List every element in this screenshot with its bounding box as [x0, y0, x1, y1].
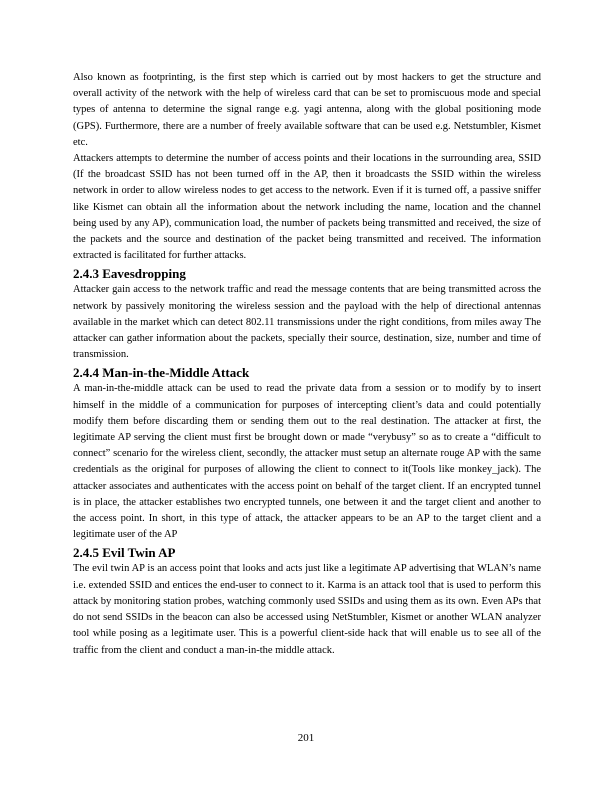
- paragraph-man-in-the-middle: A man-in-the-middle attack can be used to read the private data from a session or to modify by to insert himself in the middle of a communication for purposes of intercepting client’s data and could potentially modify them before discarding them or sending them out to the real destination. The attacker at first, the legitimate AP serving the client must first be brought down or made “verybusy” so as to create a “difficult to connect” scenario for the wireless client, secondly, the attacker must setup an alternate rouge AP with the same credentials as the original for purposes of allowing the client to connect to it(Tools like monkey_jack). The attacker associates and authenticates with the access point on behalf of the target client. If an encrypted tunnel is in place, the attacker establishes two encrypted tunnels, one between it and the target client and another to the access point. In short, in this type of attack, the attacker appears to be an AP to the target client and a legitimate user of the AP: [73, 383, 541, 541]
- paragraph-eavesdropping: Attacker gain access to the network traffic and read the message contents that are being transmitted across the network by passively monitoring the wireless session and the payload with the help of directional antennas available in the market which can detect 802.11 transmissions under the right conditions, from miles away The attacker can gather information about the packets, specially their source, destination, size, number and time of transmission.: [73, 284, 541, 361]
- paragraph-evil-twin: The evil twin AP is an access point that looks and acts just like a legitimate AP advertising that WLAN’s name i.e. extended SSID and entices the end-user to connect to it. Karma is an attack tool that is used to perform this attack by monitoring station probes, watching commonly used SSIDs and using them as its own. Even APs that do not send SSIDs in the beacon can also be accessed using NetStumbler, Kismet or another WLAN analyzer tool while posing as a legitimate user. This is a powerful client-side hack that will enable us to see all of the traffic from the client and conduct a man-in-the middle attack.: [73, 563, 541, 656]
- heading-evil-twin: 2.4.5 Evil Twin AP: [73, 545, 176, 561]
- document-body: [73, 70, 541, 659]
- heading-eavesdropping: 2.4.3 Eavesdropping: [73, 266, 186, 282]
- paragraph-footprinting: Also known as footprinting, is the first step which is carried out by most hackers to get the structure and overall activity of the network with the help of wireless card that can be set to promiscuous mode and special types of antenna to determine the signal range e.g. yagi antenna, along with the global positioning mode (GPS). Furthermore, there are a number of freely available software that can be used e.g. Netstumbler, Kismet etc.: [73, 72, 541, 148]
- paragraph-access-points: Attackers attempts to determine the number of access points and their locations in the surrounding area, SSID (If the broadcast SSID has not been turned off in the AP, then it broadcasts the SSID within the wireless network in order to allow wireless nodes to get access to the network. Even if it is turned off, a passive sniffer like Kismet can obtain all the information about the network including the name, location and the channel being used by any AP), communication load, the number of packets being transmitted and received, the size of the packets and the source and destination of the packet being transmitted and received. The information extracted is facilitated for further attacks.: [73, 153, 541, 262]
- heading-man-in-the-middle: 2.4.4 Man-in-the-Middle Attack: [73, 365, 250, 381]
- page-number: 201: [297, 732, 315, 744]
